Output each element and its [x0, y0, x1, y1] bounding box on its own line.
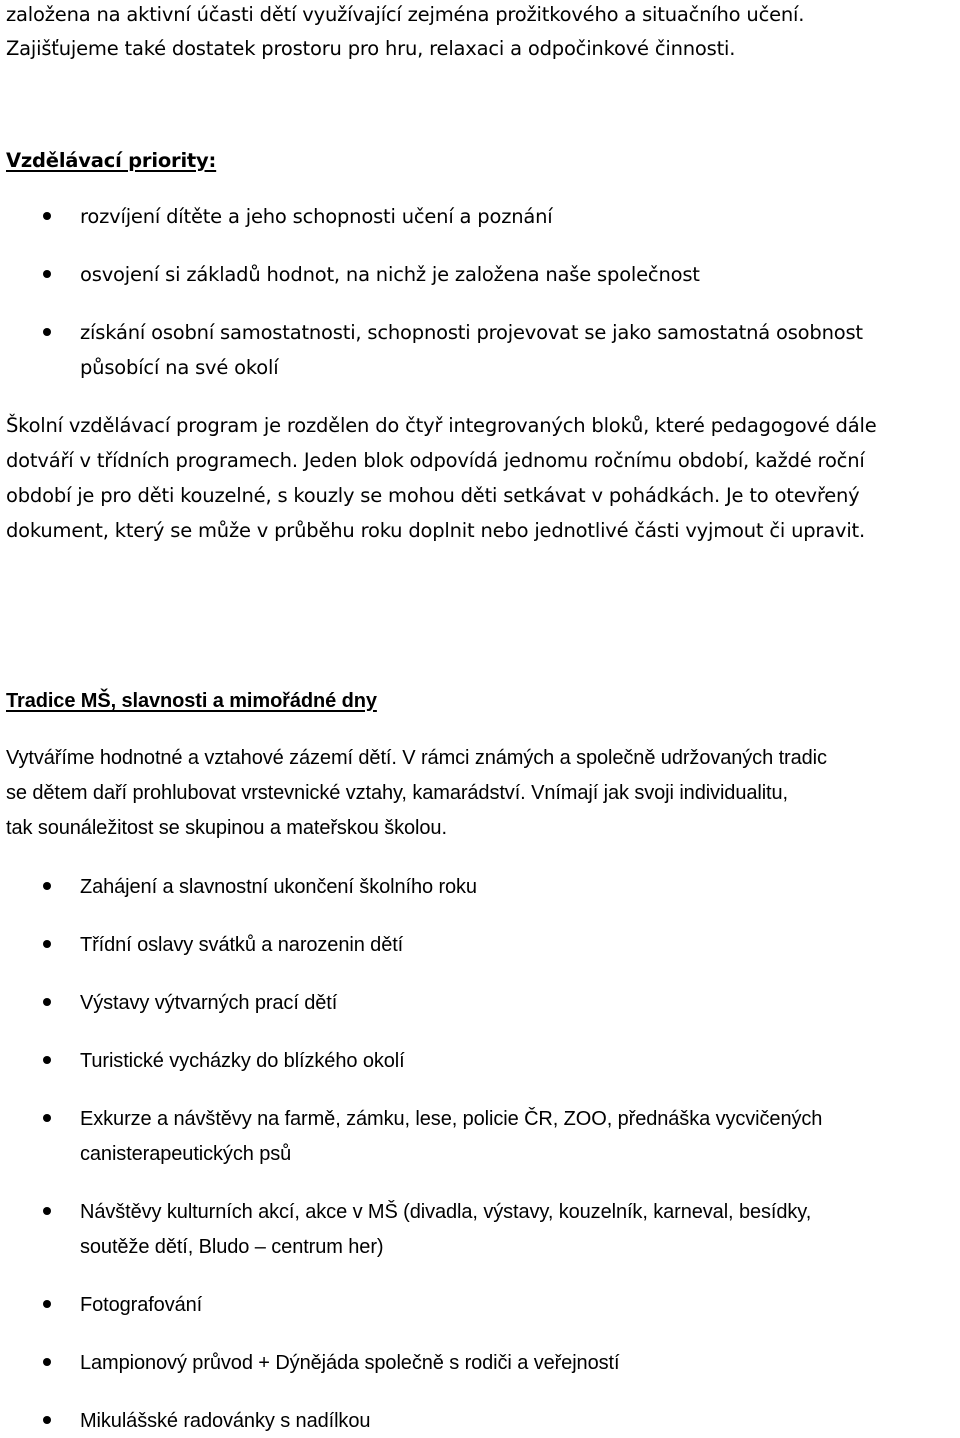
bullet-icon — [43, 882, 51, 890]
list-item: osvojení si základů hodnot, na nichž je založena naše společnost — [80, 263, 700, 286]
program-line: dotváří v třídních programech. Jeden blok odpovídá jednomu ročnímu období, každé roční — [6, 449, 865, 472]
list-item: Exkurze a návštěvy na farmě, zámku, lese, policie ČR, ZOO, přednáška vycvičených — [80, 1108, 823, 1130]
bullet-icon — [43, 1300, 51, 1308]
bullet-icon — [43, 1056, 51, 1064]
bullet-icon — [43, 1207, 51, 1215]
list-item: rozvíjení dítěte a jeho schopnosti učení a poznání — [80, 205, 553, 228]
list-item-continuation: canisterapeutických psů — [80, 1143, 292, 1165]
bullet-icon — [43, 1416, 51, 1424]
bullet-icon — [43, 1358, 51, 1366]
list-item: Zahájení a slavnostní ukončení školního roku — [80, 876, 477, 898]
bullet-icon — [43, 1114, 51, 1122]
traditions-heading: Tradice MŠ, slavnosti a mimořádné dny — [6, 690, 377, 712]
bullet-icon — [43, 328, 51, 336]
program-line: dokument, který se může v průběhu roku doplnit nebo jednotlivé části vyjmout či upravit. — [6, 519, 865, 542]
bullet-icon — [43, 270, 51, 278]
list-item-continuation: působící na své okolí — [80, 356, 279, 379]
intro-line: Zajišťujeme také dostatek prostoru pro hru, relaxaci a odpočinkové činnosti. — [6, 37, 736, 60]
list-item: získání osobní samostatnosti, schopnosti projevovat se jako samostatná osobnost — [80, 321, 863, 344]
list-item-continuation: soutěže dětí, Bludo – centrum her) — [80, 1236, 384, 1258]
traditions-line: tak sounáležitost se skupinou a mateřskou školou. — [6, 817, 447, 839]
bullet-icon — [43, 940, 51, 948]
bullet-icon — [43, 998, 51, 1006]
program-line: období je pro děti kouzelné, s kouzly se mohou děti setkávat v pohádkách. Je to otevřený — [6, 484, 860, 507]
priorities-heading: Vzdělávací priority: — [6, 149, 217, 172]
list-item: Výstavy výtvarných prací dětí — [80, 992, 338, 1014]
list-item: Návštěvy kulturních akcí, akce v MŠ (divadla, výstavy, kouzelník, karneval, besídky, — [80, 1201, 812, 1223]
intro-line: založena na aktivní účasti dětí využívající zejména prožitkového a situačního učení. — [6, 3, 805, 26]
list-item: Třídní oslavy svátků a narozenin dětí — [80, 934, 404, 956]
traditions-line: se dětem daří prohlubovat vrstevnické vztahy, kamarádství. Vnímají jak svoji individualitu, — [6, 782, 788, 804]
list-item: Lampionový průvod + Dýnějáda společně s rodiči a veřejností — [80, 1352, 620, 1374]
traditions-line: Vytváříme hodnotné a vztahové zázemí dětí. V rámci známých a společně udržovaných tradic — [6, 747, 827, 769]
list-item: Turistické vycházky do blízkého okolí — [80, 1050, 405, 1072]
bullet-icon — [43, 212, 51, 220]
list-item: Mikulášské radovánky s nadílkou — [80, 1410, 371, 1432]
program-line: Školní vzdělávací program je rozdělen do čtyř integrovaných bloků, které pedagogové dále — [6, 414, 877, 437]
list-item: Fotografování — [80, 1294, 203, 1316]
